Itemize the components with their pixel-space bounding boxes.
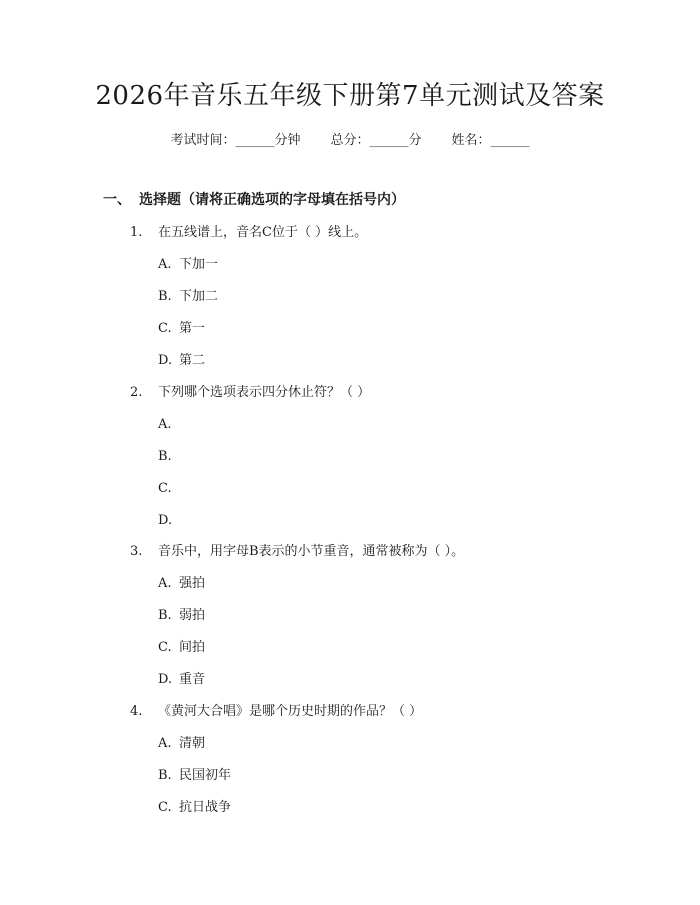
option-letter: A. (158, 257, 172, 272)
option-3a (158, 574, 205, 594)
question-number: 1. (130, 225, 143, 240)
option-letter: D. (158, 513, 173, 528)
exam-meta-line (0, 131, 700, 151)
option-text: 民国初年 (179, 768, 232, 783)
option-4a (158, 734, 205, 754)
option-1d (158, 351, 205, 371)
question-text: 在五线谱上，音名C位于（ ）线上。 (158, 225, 368, 240)
option-text: 重音 (179, 672, 206, 687)
option-letter: C. (158, 481, 172, 496)
option-letter: A. (158, 576, 172, 591)
student-name-field: 姓名：______ (451, 133, 530, 148)
option-letter: B. (158, 449, 172, 464)
option-3d (158, 670, 205, 690)
option-letter: B. (158, 289, 172, 304)
section-number: 一、 (103, 192, 131, 208)
section-title: 选择题（请将正确选项的字母填在括号内） (139, 192, 405, 208)
option-2a (158, 415, 179, 435)
question-number: 4. (130, 704, 143, 719)
option-text: 间拍 (179, 640, 206, 655)
question-2 (130, 383, 370, 403)
option-text: 第二 (179, 353, 206, 368)
question-text: 《黄河大合唱》是哪个历史时期的作品？（ ） (158, 704, 423, 719)
question-text: 音乐中，用字母B表示的小节重音，通常被称为（ ）。 (158, 544, 465, 559)
exam-time-field: 考试时间：______分钟 (170, 133, 301, 148)
option-letter: A. (158, 417, 172, 432)
option-text: 抗日战争 (179, 800, 232, 815)
question-4 (130, 702, 422, 722)
option-4c (158, 798, 231, 818)
option-1b (158, 287, 218, 307)
option-letter: C. (158, 640, 172, 655)
option-1a (158, 255, 218, 275)
option-text: 下加二 (179, 289, 219, 304)
option-text: 第一 (179, 321, 206, 336)
option-letter: D. (158, 672, 173, 687)
option-2b (158, 447, 179, 467)
option-1c (158, 319, 205, 339)
option-text: 弱拍 (179, 608, 206, 623)
option-letter: C. (158, 800, 172, 815)
question-number: 3. (130, 544, 143, 559)
option-text: 下加一 (179, 257, 219, 272)
option-2c (158, 479, 179, 499)
section-heading (103, 190, 405, 210)
option-4b (158, 766, 231, 786)
option-2d (158, 511, 179, 531)
option-letter: C. (158, 321, 172, 336)
option-letter: B. (158, 768, 172, 783)
total-score-field: 总分：______分 (330, 133, 422, 148)
question-text: 下列哪个选项表示四分休止符？（ ） (158, 385, 371, 400)
question-number: 2. (130, 385, 143, 400)
option-letter: A. (158, 736, 172, 751)
option-3c (158, 638, 205, 658)
option-text: 强拍 (179, 576, 206, 591)
option-letter: B. (158, 608, 172, 623)
option-3b (158, 606, 205, 626)
option-letter: D. (158, 353, 173, 368)
question-1 (130, 223, 367, 243)
option-text: 清朝 (179, 736, 206, 751)
page-title: 2026年音乐五年级下册第7单元测试及答案 (95, 81, 605, 111)
question-3 (130, 542, 464, 562)
